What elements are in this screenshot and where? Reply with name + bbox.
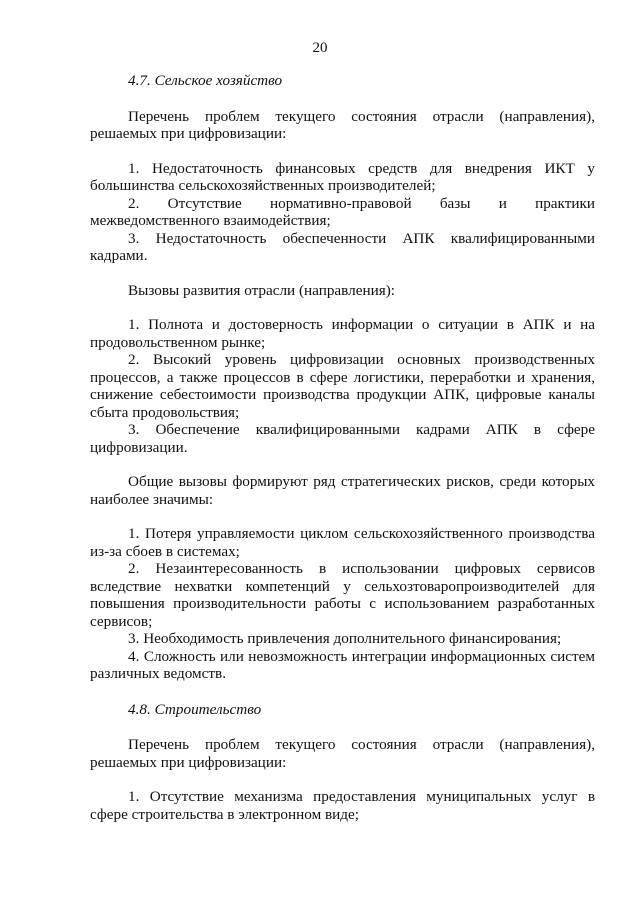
problems-intro-agriculture: Перечень проблем текущего состояния отрасли (направления), решаемых при цифровизации: bbox=[90, 107, 595, 142]
construction-problem-item-1: 1. Отсутствие механизма предоставления муниципальных услуг в сфере строительства в электронном виде; bbox=[90, 788, 595, 823]
problems-intro-construction: Перечень проблем текущего состояния отрасли (направления), решаемых при цифровизации: bbox=[90, 736, 595, 771]
problem-item-3: 3. Недостаточность обеспеченности АПК квалифицированными кадрами. bbox=[90, 229, 595, 264]
problem-item-1: 1. Недостаточность финансовых средств для внедрения ИКТ у большинства сельскохозяйственных производителей; bbox=[90, 159, 595, 194]
risk-item-3: 3. Необходимость привлечения дополнительного финансирования; bbox=[128, 630, 562, 647]
risks-intro: Общие вызовы формируют ряд стратегических рисков, среди которых наиболее значимы: bbox=[90, 473, 595, 508]
challenge-item-1: 1. Полнота и достоверность информации о ситуации в АПК и на продовольственном рынке; bbox=[90, 316, 595, 351]
risk-item-2: 2. Незаинтересованность в использовании цифровых сервисов вследствие нехватки компетенций у сельхозтоваропроизводителей для повышения производительности работы с использованием разработанных сервисов; bbox=[90, 560, 595, 630]
section-heading-construction: 4.8. Строительство bbox=[128, 700, 262, 718]
section-heading-agriculture: 4.7. Сельское хозяйство bbox=[128, 72, 283, 89]
risk-item-1: 1. Потеря управляемости циклом сельскохозяйственного производства из-за сбоев в системах; bbox=[90, 525, 595, 560]
page-number: 20 bbox=[312, 40, 328, 56]
page-content bbox=[90, 60, 595, 823]
challenge-item-3: 3. Обеспечение квалифицированными кадрами АПК в сфере цифровизации. bbox=[90, 421, 595, 456]
challenges-intro: Вызовы развития отрасли (направления): bbox=[128, 281, 395, 299]
challenge-item-2: 2. Высокий уровень цифровизации основных производственных процессов, а также процессов в сфере логистики, переработки и хранения, снижение себестоимости производства продукции АПК, цифровые каналы сбыта продовольствия; bbox=[90, 351, 595, 421]
risk-item-4: 4. Сложность или невозможность интеграции информационных систем различных ведомств. bbox=[90, 647, 595, 682]
problem-item-2: 2. Отсутствие нормативно-правовой базы и практики межведомственного взаимодействия; bbox=[90, 194, 595, 229]
